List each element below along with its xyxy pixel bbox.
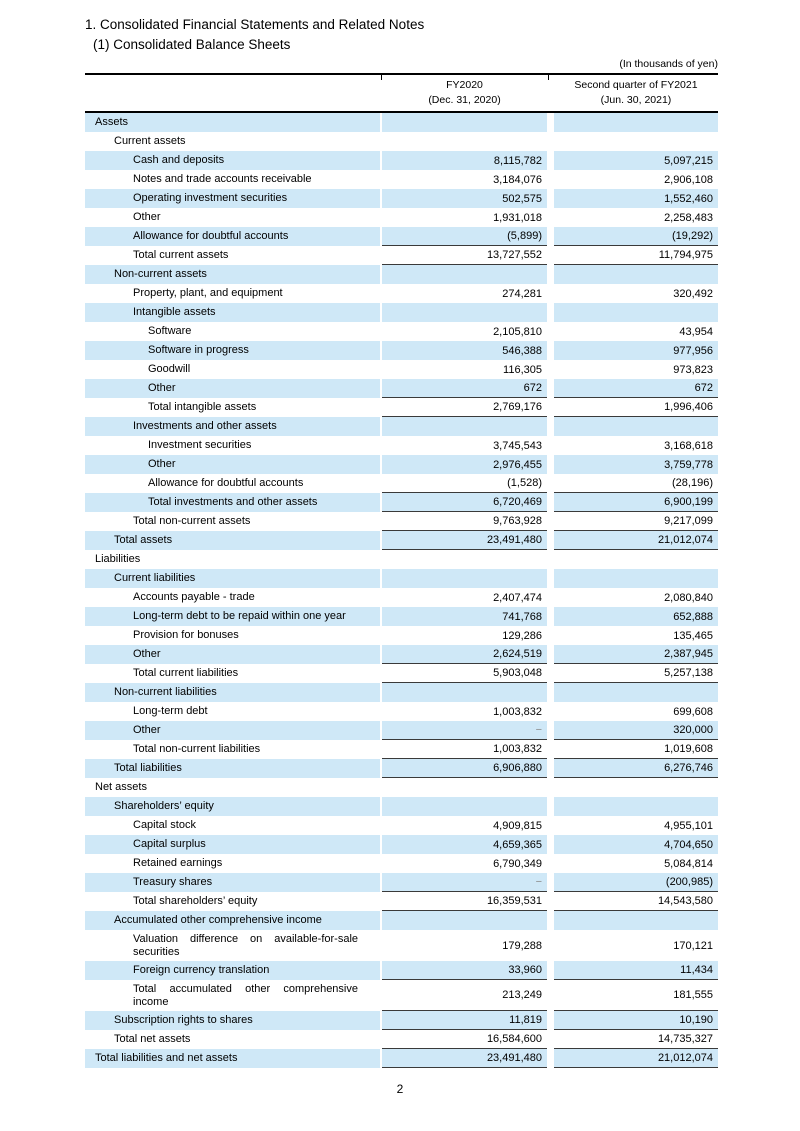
row-label: Investments and other assets: [133, 420, 277, 432]
value-fy2021q2: [554, 569, 718, 588]
row-label-cell: [85, 664, 380, 683]
value-fy2020: 33,960: [382, 961, 547, 980]
column-header-fy2021q2-line1: Second quarter of FY2021: [574, 79, 698, 91]
table-row: [85, 246, 718, 265]
value-fy2020: 5,903,048: [382, 664, 547, 683]
value-fy2020: 116,305: [503, 363, 542, 376]
table-row: [85, 626, 718, 645]
table-row: [85, 980, 718, 1011]
value-fy2021q2: 5,084,814: [664, 857, 713, 870]
row-label-cell: [85, 398, 380, 417]
value-fy2020: 13,727,552: [382, 246, 547, 265]
row-label-cell: [85, 645, 380, 664]
row-label-cell: [85, 455, 380, 474]
row-label: Other: [133, 724, 161, 736]
value-fy2021q2: [554, 132, 718, 151]
value-fy2020: 213,249: [382, 980, 547, 1011]
row-label: Other: [148, 458, 176, 470]
value-fy2020: 3,745,543: [493, 439, 542, 452]
row-label-cell: [85, 322, 380, 341]
table-row: [85, 961, 718, 980]
value-fy2020: 672: [382, 379, 547, 398]
table-row: [85, 436, 718, 455]
value-fy2021q2: [554, 797, 718, 816]
row-label-cell: [85, 1011, 380, 1030]
row-label-cell: [85, 911, 380, 930]
row-label-cell: [85, 626, 380, 645]
value-fy2020: 2,105,810: [493, 325, 542, 338]
row-label: Total current assets: [133, 249, 229, 261]
table-row: [85, 284, 718, 303]
value-fy2020: [382, 132, 547, 151]
row-label-cell: [85, 265, 380, 284]
value-fy2021q2: 977,956: [554, 341, 718, 360]
value-fy2021q2: 9,217,099: [554, 512, 718, 531]
row-label-cell: [85, 607, 380, 626]
row-label: Software: [148, 325, 192, 337]
row-label-cell: [85, 436, 380, 455]
value-fy2020: 16,359,531: [382, 892, 547, 911]
row-label-cell: [85, 550, 380, 569]
row-label: Other: [148, 382, 176, 394]
value-fy2020: 179,288: [502, 939, 542, 952]
value-fy2020: 11,819: [382, 1011, 547, 1030]
row-label: Total shareholders’ equity: [133, 895, 258, 907]
table-row: [85, 664, 718, 683]
row-label: Non-current assets: [114, 268, 207, 280]
value-fy2021q2: [554, 683, 718, 702]
value-fy2020: 6,790,349: [493, 857, 542, 870]
value-fy2020: (5,899): [382, 227, 547, 246]
value-fy2020: [382, 265, 547, 284]
row-label: Provision for bonuses: [133, 629, 239, 641]
balance-sheet-rows: [85, 113, 718, 1068]
value-fy2020: 2,769,176: [382, 398, 547, 417]
row-label: Goodwill: [148, 363, 191, 375]
row-label-cell: [85, 170, 380, 189]
table-row: [85, 645, 718, 664]
row-label-cell: [85, 816, 380, 835]
row-label: Long-term debt: [133, 705, 208, 717]
row-label-cell: [85, 1049, 380, 1068]
value-fy2021q2: 21,012,074: [554, 531, 718, 550]
row-label: Assets: [95, 116, 129, 128]
page-number: 2: [396, 1082, 404, 1096]
value-fy2021q2: 4,955,101: [664, 819, 713, 832]
row-label: Total net assets: [114, 1033, 191, 1045]
balance-sheet-table: [85, 73, 718, 1068]
table-row: [85, 151, 718, 170]
column-headers: [85, 75, 718, 111]
row-label-cell: [85, 132, 380, 151]
table-row: [85, 398, 718, 417]
value-fy2021q2: 672: [554, 379, 718, 398]
column-header-fy2021q2: [554, 75, 718, 108]
value-fy2021q2: 3,168,618: [664, 439, 713, 452]
value-fy2020: (1,528): [382, 474, 547, 493]
row-label: Total investments and other assets: [148, 496, 318, 508]
column-header-fy2020-line1: FY2020: [446, 79, 483, 91]
value-fy2020: 741,768: [382, 607, 547, 626]
row-label: Subscription rights to shares: [114, 1014, 253, 1026]
row-label: Operating investment securities: [133, 192, 288, 204]
table-row: [85, 417, 718, 436]
row-label-cell: [85, 930, 380, 961]
value-fy2020: −: [382, 721, 547, 740]
row-label-cell: [85, 151, 380, 170]
table-row: [85, 189, 718, 208]
value-fy2021q2: 6,900,199: [554, 493, 718, 512]
table-row: [85, 607, 718, 626]
value-fy2020: 4,659,365: [382, 835, 547, 854]
row-label-cell: [85, 980, 380, 1011]
value-fy2021q2: 4,704,650: [554, 835, 718, 854]
table-row: [85, 132, 718, 151]
row-label-cell: [85, 588, 380, 607]
value-fy2021q2: 973,823: [673, 363, 713, 376]
row-label: Treasury shares: [133, 876, 213, 888]
value-fy2021q2: 5,257,138: [554, 664, 718, 683]
value-fy2020: [382, 683, 547, 702]
column-divider-tick: [381, 75, 382, 80]
row-label: Capital stock: [133, 819, 196, 831]
table-row: [85, 816, 718, 835]
value-fy2021q2: [554, 778, 718, 797]
row-label-cell: [85, 246, 380, 265]
page-title: 1. Consolidated Financial Statements and Related Notes: [85, 17, 425, 32]
row-label-cell: [85, 227, 380, 246]
table-row: [85, 1011, 718, 1030]
value-fy2021q2: 320,000: [554, 721, 718, 740]
row-label: Other: [133, 211, 161, 223]
value-fy2021q2: 11,434: [554, 961, 718, 980]
table-row: [85, 550, 718, 569]
row-label-cell: [85, 493, 380, 512]
value-fy2020: [382, 797, 547, 816]
table-row: [85, 170, 718, 189]
value-fy2020: 1,003,832: [493, 705, 542, 718]
value-fy2020: [382, 911, 547, 930]
value-fy2020: 2,624,519: [382, 645, 547, 664]
row-label: Non-current liabilities: [114, 686, 217, 698]
row-label-cell: [85, 379, 380, 398]
row-label-cell: [85, 759, 380, 778]
table-row: [85, 588, 718, 607]
table-row: [85, 797, 718, 816]
table-row: [85, 474, 718, 493]
table-row: [85, 379, 718, 398]
value-fy2021q2: 2,258,483: [664, 211, 713, 224]
row-label-cell: [85, 683, 380, 702]
value-fy2021q2: [554, 113, 718, 132]
row-label: Accounts payable - trade: [133, 591, 255, 603]
value-fy2021q2: 699,608: [673, 705, 713, 718]
table-row: [85, 740, 718, 759]
value-fy2021q2: (28,196): [554, 474, 718, 493]
value-fy2021q2: 21,012,074: [554, 1049, 718, 1068]
value-fy2021q2: (19,292): [554, 227, 718, 246]
row-label: Long-term debt to be repaid within one year: [133, 610, 346, 622]
table-row: [85, 531, 718, 550]
row-label-cell: [85, 854, 380, 873]
value-fy2021q2: 3,759,778: [554, 455, 718, 474]
value-fy2020: 546,388: [382, 341, 547, 360]
value-fy2021q2: 181,555: [554, 980, 718, 1011]
value-fy2021q2: [554, 911, 718, 930]
table-row: [85, 493, 718, 512]
value-fy2020: 502,575: [382, 189, 547, 208]
row-label-cell: [85, 702, 380, 721]
row-label-cell: [85, 113, 380, 132]
row-label-cell: [85, 892, 380, 911]
table-row: [85, 341, 718, 360]
row-label-cell: [85, 961, 380, 980]
row-label-cell: [85, 341, 380, 360]
row-label-cell: [85, 360, 380, 379]
table-row: [85, 227, 718, 246]
row-label-cell: [85, 417, 380, 436]
table-row: [85, 721, 718, 740]
value-fy2020: [382, 550, 547, 569]
row-label: Allowance for doubtful accounts: [148, 477, 304, 489]
row-label: Software in progress: [148, 344, 249, 356]
value-fy2021q2: 1,019,608: [554, 740, 718, 759]
row-label: Notes and trade accounts receivable: [133, 173, 312, 185]
value-fy2021q2: 1,552,460: [554, 189, 718, 208]
table-row: [85, 303, 718, 322]
table-row: [85, 854, 718, 873]
value-fy2021q2: 135,465: [673, 629, 713, 642]
value-fy2020: −: [382, 873, 547, 892]
value-fy2020: [382, 569, 547, 588]
value-fy2020: 2,976,455: [382, 455, 547, 474]
row-label: Foreign currency translation: [133, 964, 270, 976]
value-fy2021q2: 14,543,580: [554, 892, 718, 911]
table-row: [85, 759, 718, 778]
row-label: Total liabilities and net assets: [95, 1052, 238, 1064]
row-label-cell: [85, 835, 380, 854]
row-label-cell: [85, 797, 380, 816]
row-label: Total liabilities: [114, 762, 182, 774]
table-row: [85, 892, 718, 911]
row-label: Accumulated other comprehensive income: [114, 914, 322, 926]
table-row: [85, 265, 718, 284]
table-row: [85, 930, 718, 961]
row-label: Capital surplus: [133, 838, 206, 850]
value-fy2020: 1,931,018: [493, 211, 542, 224]
row-label-cell: [85, 778, 380, 797]
row-label: Total intangible assets: [148, 401, 257, 413]
value-fy2020: [382, 778, 547, 797]
row-label: Other: [133, 648, 161, 660]
value-fy2021q2: 170,121: [673, 939, 713, 952]
value-fy2020: 2,407,474: [493, 591, 542, 604]
row-label: Total current liabilities: [133, 667, 239, 679]
page-subtitle: (1) Consolidated Balance Sheets: [93, 37, 291, 52]
row-label: Allowance for doubtful accounts: [133, 230, 289, 242]
row-label: Property, plant, and equipment: [133, 287, 283, 299]
row-label: Total accumulated other comprehensive income: [133, 982, 358, 1008]
value-fy2021q2: 2,387,945: [554, 645, 718, 664]
row-label: Investment securities: [148, 439, 252, 451]
value-fy2021q2: 6,276,746: [554, 759, 718, 778]
table-row: [85, 702, 718, 721]
value-fy2021q2: 320,492: [673, 287, 713, 300]
value-fy2021q2: 10,190: [554, 1011, 718, 1030]
value-fy2021q2: 43,954: [679, 325, 713, 338]
table-row: [85, 322, 718, 341]
value-fy2020: 1,003,832: [382, 740, 547, 759]
value-fy2021q2: 1,996,406: [554, 398, 718, 417]
table-row: [85, 911, 718, 930]
row-label-cell: [85, 740, 380, 759]
table-row: [85, 208, 718, 227]
table-row: [85, 835, 718, 854]
unit-note: (In thousands of yen): [619, 58, 718, 70]
row-label-cell: [85, 474, 380, 493]
table-row: [85, 512, 718, 531]
value-fy2021q2: (200,985): [554, 873, 718, 892]
value-fy2020: 274,281: [502, 287, 542, 300]
value-fy2021q2: 14,735,327: [554, 1030, 718, 1049]
value-fy2021q2: 2,906,108: [664, 173, 713, 186]
table-row: [85, 1030, 718, 1049]
value-fy2020: 4,909,815: [493, 819, 542, 832]
table-row: [85, 1049, 718, 1068]
row-label: Current assets: [114, 135, 186, 147]
table-row: [85, 873, 718, 892]
table-row: [85, 569, 718, 588]
row-label-cell: [85, 1030, 380, 1049]
row-label-cell: [85, 721, 380, 740]
value-fy2020: 23,491,480: [382, 531, 547, 550]
row-label: Shareholders’ equity: [114, 800, 214, 812]
value-fy2020: 129,286: [502, 629, 542, 642]
value-fy2021q2: 652,888: [554, 607, 718, 626]
row-label-cell: [85, 873, 380, 892]
table-row: [85, 360, 718, 379]
row-label: Retained earnings: [133, 857, 223, 869]
row-label-cell: [85, 284, 380, 303]
row-label: Total non-current liabilities: [133, 743, 261, 755]
value-fy2020: 9,763,928: [382, 512, 547, 531]
value-fy2020: [382, 113, 547, 132]
row-label: Cash and deposits: [133, 154, 225, 166]
column-header-fy2020-line2: (Dec. 31, 2020): [428, 94, 501, 106]
value-fy2021q2: 11,794,975: [554, 246, 718, 265]
row-label-cell: [85, 531, 380, 550]
row-label: Total non-current assets: [133, 515, 251, 527]
value-fy2020: 6,906,880: [382, 759, 547, 778]
value-fy2021q2: [554, 303, 718, 322]
value-fy2020: [382, 303, 547, 322]
row-label-cell: [85, 189, 380, 208]
value-fy2021q2: 5,097,215: [554, 151, 718, 170]
value-fy2021q2: [554, 550, 718, 569]
row-label: Net assets: [95, 781, 147, 793]
row-label: Current liabilities: [114, 572, 196, 584]
row-label: Total assets: [114, 534, 173, 546]
value-fy2021q2: 2,080,840: [664, 591, 713, 604]
row-label-cell: [85, 569, 380, 588]
value-fy2020: 8,115,782: [382, 151, 547, 170]
row-label: Valuation difference on available-for-sale securities: [133, 932, 358, 958]
value-fy2020: 6,720,469: [382, 493, 547, 512]
value-fy2020: 16,584,600: [382, 1030, 547, 1049]
value-fy2021q2: [554, 265, 718, 284]
row-label: Liabilities: [95, 553, 141, 565]
table-row: [85, 455, 718, 474]
table-row: [85, 113, 718, 132]
row-label-cell: [85, 208, 380, 227]
column-header-fy2020: [382, 75, 547, 108]
table-row: [85, 683, 718, 702]
value-fy2020: 3,184,076: [493, 173, 542, 186]
value-fy2020: 23,491,480: [382, 1049, 547, 1068]
value-fy2021q2: [554, 417, 718, 436]
column-header-fy2021q2-line2: (Jun. 30, 2021): [600, 94, 672, 106]
column-divider-tick: [548, 75, 549, 80]
row-label: Intangible assets: [133, 306, 216, 318]
value-fy2020: [382, 417, 547, 436]
row-label-cell: [85, 512, 380, 531]
row-label-cell: [85, 303, 380, 322]
table-row: [85, 778, 718, 797]
